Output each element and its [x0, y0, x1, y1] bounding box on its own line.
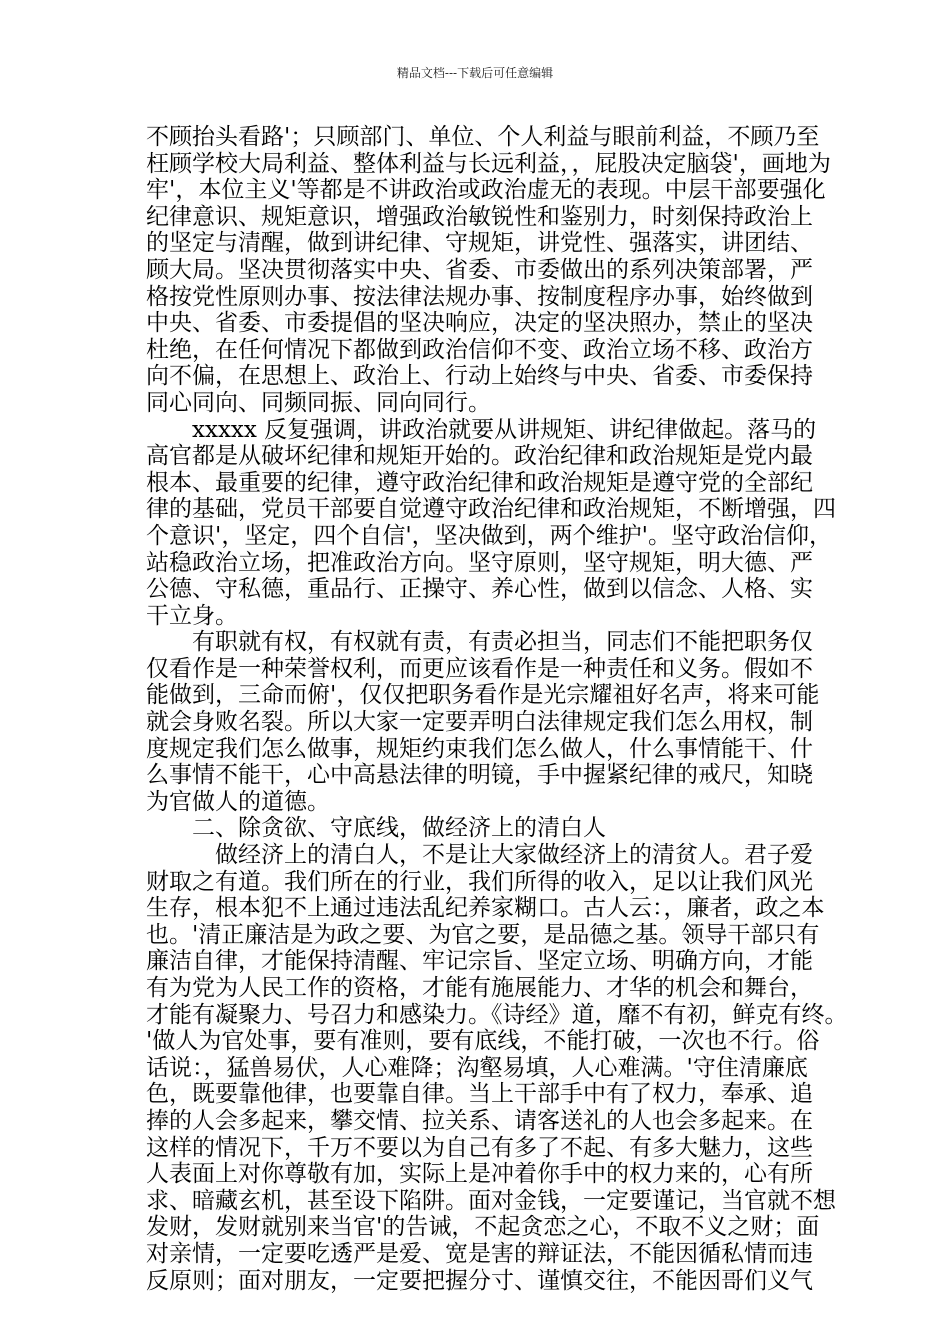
- text-line: 么事情不能干，心中高悬法律的明镜，手中握紧纪律的戒尺，知晓: [146, 762, 813, 789]
- text-line: 求、暗藏玄机，甚至设下陷阱。面对金钱，一定要谨记，当官就不想: [146, 1187, 836, 1214]
- text-line: 也。'清正廉洁是为政之要、为官之要，是品德之基。领导干部只有: [146, 921, 820, 948]
- text-line: 枉顾学校大局利益、整体利益与长远利益，，屁股决定脑袋'，画地为: [146, 150, 831, 177]
- text-line: 发财，发财就别来当官'的告诫，不起贪恋之心，不取不义之财；面: [146, 1214, 820, 1241]
- text-line: 话说：，猛兽易伏，人心难降；沟壑易填，人心难满。'守住清廉底: [146, 1054, 808, 1081]
- text-line: 向不偏，在思想上、政治上、行动上始终与中央、省委、市委保持: [146, 363, 813, 390]
- text-line: 牢'，本位主义'等都是不讲政治或政治虚无的表现。中层干部要强化: [146, 177, 826, 204]
- text-line: 有职就有权，有权就有责，有责必担当，同志们不能把职务仅: [146, 629, 813, 656]
- text-line: 不顾抬头看路'；只顾部门、单位、个人利益与眼前利益，不顾乃至: [146, 124, 820, 150]
- text-line: 做经济上的清白人，不是让大家做经济上的清贫人。君子爱: [146, 842, 813, 869]
- text-line: 有为党为人民工作的资格，才能有施展能力、才华的机会和舞台，: [146, 975, 813, 1001]
- text-line: 生存，根本犯不上通过违法乱纪养家糊口。古人云：，廉者，政之本: [146, 895, 825, 922]
- text-line: 捧的人会多起来，攀交情、拉关系、请客送礼的人也会多起来。在: [146, 1107, 813, 1134]
- text-line: 色，既要靠他律，也要靠自律。当上干部手中有了权力，奉承、追: [146, 1081, 813, 1108]
- text-line: 能做到，三命而俯'，仅仅把职务看作是光宗耀祖好名声，将来可能: [146, 682, 820, 709]
- text-line: xxxxx 反复强调，讲政治就要从讲规矩、讲纪律做起。落马的: [146, 416, 817, 443]
- text-line: 高官都是从破坏纪律和规矩开始的。政治纪律和政治规矩是党内最: [146, 443, 813, 470]
- document-body: [146, 124, 848, 1294]
- text-line: 个意识'，坚定，四个自信'，坚决做到，两个维护'。坚守政治信仰，: [146, 522, 832, 549]
- text-line: 根本、最重要的纪律，遵守政治纪律和政治规矩是遵守党的全部纪: [146, 469, 813, 496]
- text-line: 公德、守私德，重品行、正操守、养心性，做到以信念、人格、实: [146, 576, 813, 603]
- text-line: 格按党性原则办事、按法律法规办事、按制度程序办事，始终做到: [146, 283, 813, 310]
- text-line: 中央、省委、市委提倡的坚决响应，决定的坚决照办，禁止的坚决: [146, 310, 813, 337]
- text-line: 廉洁自律，才能保持清醒、牢记宗旨、坚定立场、明确方向，才能: [146, 948, 813, 975]
- text-line: 纪律意识、规矩意识，增强政治敏锐性和鉴别力，时刻保持政治上: [146, 203, 813, 230]
- text-line: 财取之有道。我们所在的行业，我们所得的收入，足以让我们风光: [146, 868, 813, 895]
- text-line: '做人为官处事，要有准则，要有底线，不能打破，一次也不行。俗: [146, 1028, 820, 1055]
- text-line: 这样的情况下，千万不要以为自己有多了不起、有多大魅力，这些: [146, 1134, 813, 1161]
- text-line: 人表面上对你尊敬有加，实际上是冲着你手中的权力来的，心有所: [146, 1161, 813, 1188]
- section-heading: 二、除贪欲、守底线，做经济上的清白人: [146, 815, 606, 842]
- text-line: 同心同向、同频同振、同向同行。: [146, 389, 491, 416]
- page-header: 精品文档---下载后可任意编辑: [396, 66, 554, 80]
- text-line: 干立身。: [146, 602, 238, 629]
- text-line: 反原则；面对朋友，一定要把握分寸、谨慎交往，不能因哥们义气: [146, 1267, 813, 1294]
- text-line: 站稳政治立场，把准政治方向。坚守原则，坚守规矩，明大德、严: [146, 549, 813, 576]
- text-line: 才能有凝聚力、号召力和感染力。《诗经》道，靡不有初，鲜克有终。: [146, 1001, 848, 1028]
- text-line: 为官做人的道德。: [146, 788, 330, 815]
- text-line: 律的基础，党员干部要自觉遵守政治纪律和政治规矩，不断增强，四: [146, 496, 836, 523]
- text-line: 顾大局。坚决贯彻落实中央、省委、市委做出的系列决策部署，严: [146, 256, 813, 283]
- text-line: 就会身败名裂。所以大家一定要弄明白法律规定我们怎么用权，制: [146, 709, 813, 736]
- text-line: 对亲情，一定要吃透严是爱、宽是害的辩证法，不能因循私情而违: [146, 1240, 813, 1267]
- text-line: 仅看作是一种荣誉权利，而更应该看作是一种责任和义务。假如不: [146, 655, 813, 682]
- text-line: 的坚定与清醒，做到讲纪律、守规矩，讲党性、强落实，讲团结、: [146, 230, 813, 257]
- text-line: 度规定我们怎么做事，规矩约束我们怎么做人，什么事情能干、什: [146, 735, 813, 762]
- text-line: 杜绝，在任何情况下都做到政治信仰不变、政治立场不移、政治方: [146, 336, 813, 363]
